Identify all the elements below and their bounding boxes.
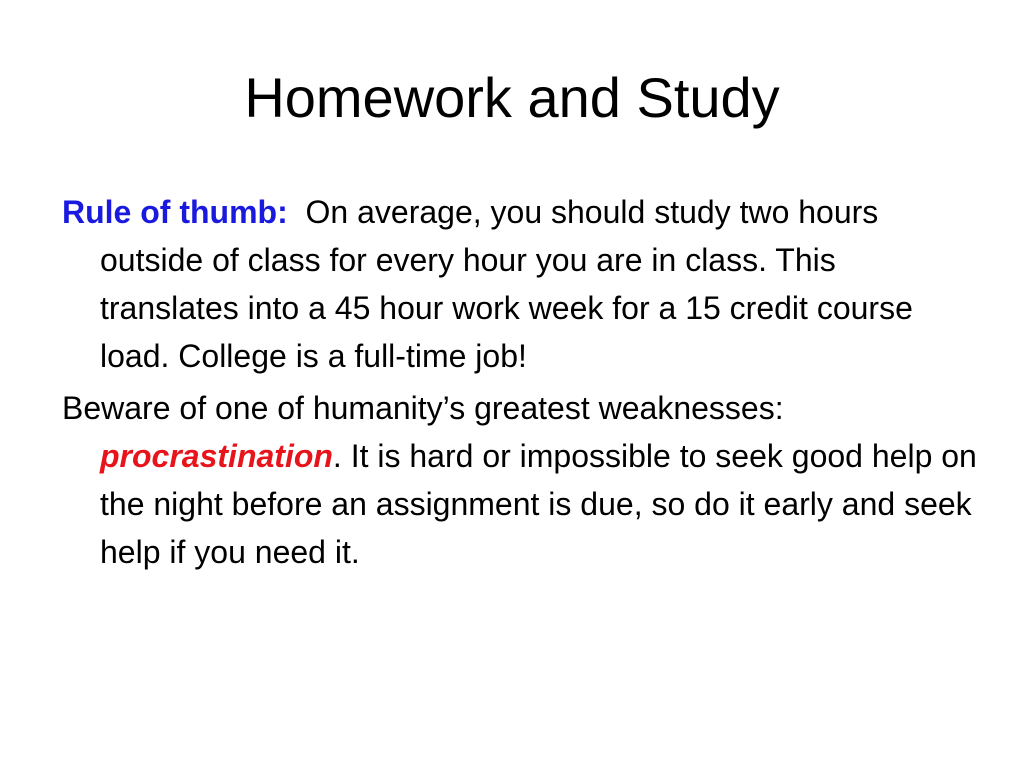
rule-of-thumb-label: Rule of thumb: xyxy=(62,194,288,230)
procrastination-paragraph xyxy=(62,384,982,576)
procrastination-rest: . It is hard or impossible to seek good help on the night before an assignment is due, so do it early and seek help if you need it. xyxy=(100,438,977,570)
procrastination-intro: Beware of one of humanity’s greatest weaknesses: xyxy=(62,390,784,426)
rule-of-thumb-paragraph xyxy=(62,188,982,380)
procrastination-emphasis: procrastination xyxy=(100,438,333,474)
rule-of-thumb-text: On average, you should study two hours outside of class for every hour you are in class. This translates into a 45 hour work week for a 15 credit course load. College is a full-time job! xyxy=(100,194,913,374)
slide-body xyxy=(62,188,982,580)
slide-title: Homework and Study xyxy=(244,66,780,129)
